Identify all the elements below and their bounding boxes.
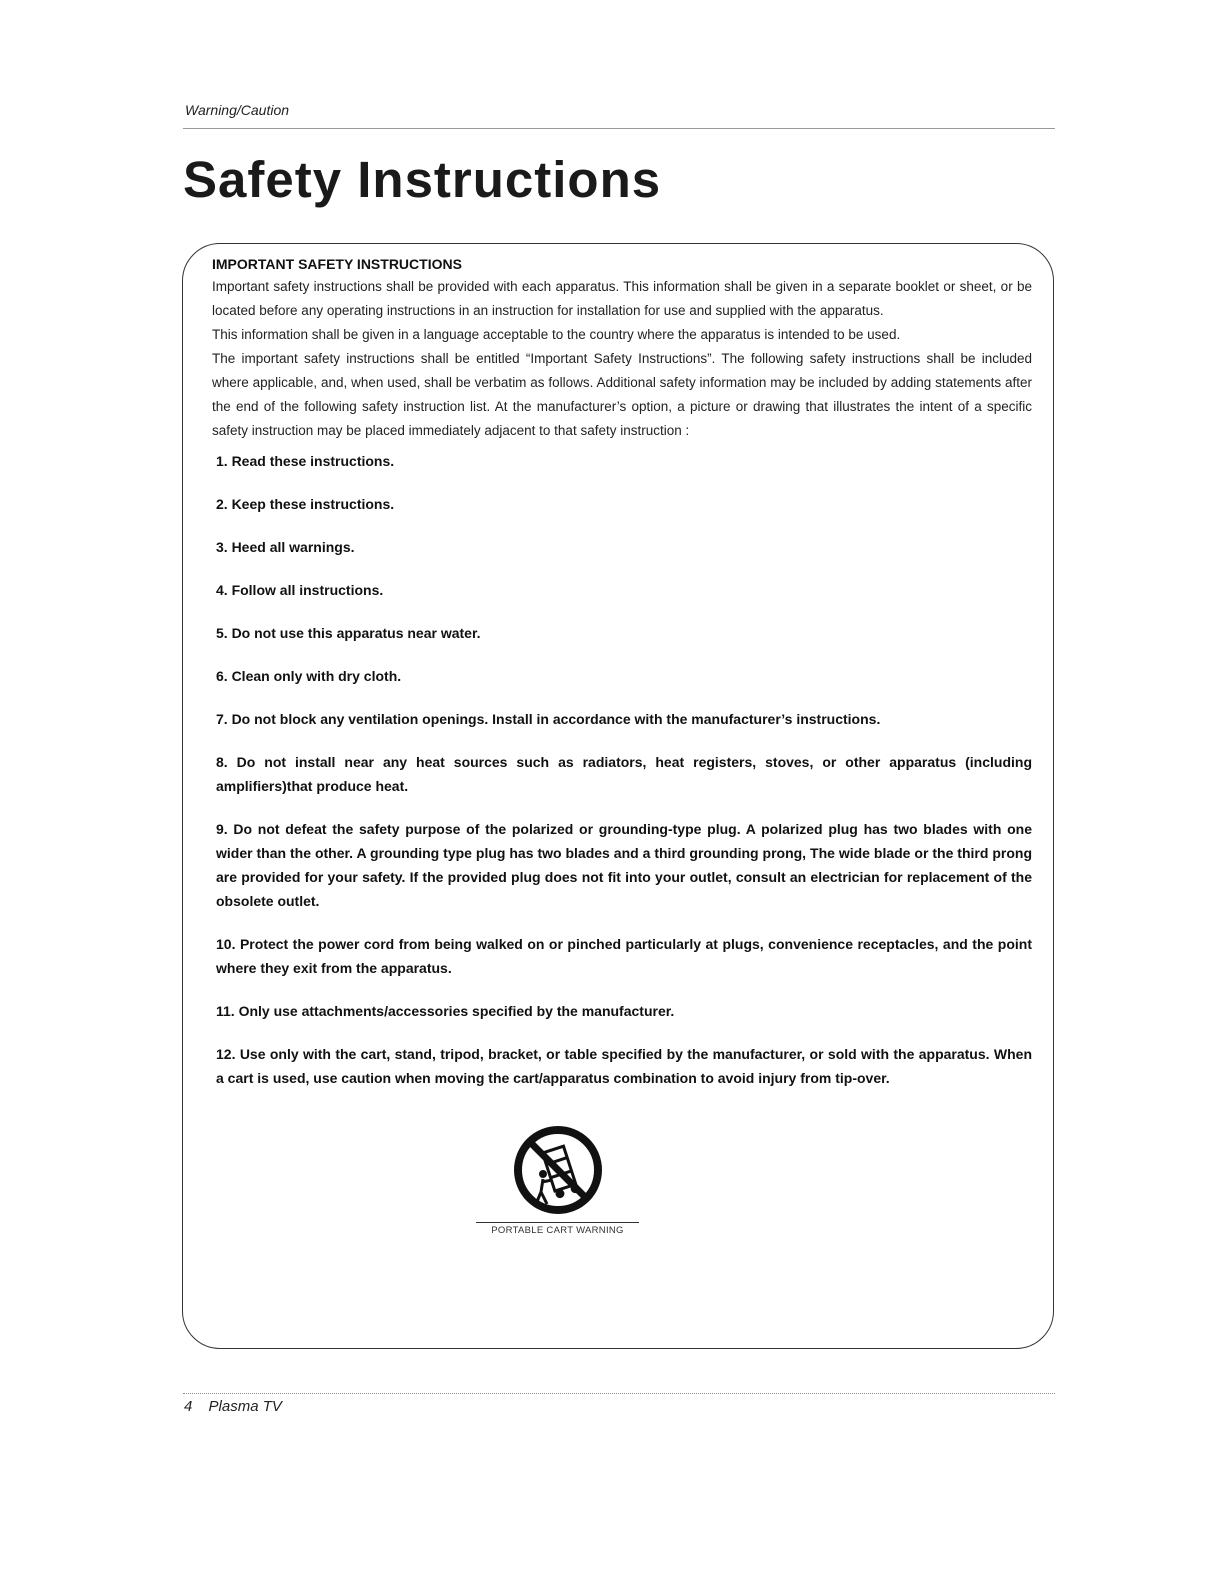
instruction-item: 9. Do not defeat the safety purpose of the polarized or grounding-type plug. A polarized plug has two blades with one wider than the other. A grounding type plug has two blades and a third grounding prong, The wide blade or the third prong are provided for your safety. If the provided plug does not fit into your outlet, consult an electrician for replacement of the obsolete outlet. <box>216 821 1032 909</box>
instruction-item: 7. Do not block any ventilation openings. Install in accordance with the manufacturer’s instructions. <box>216 711 881 727</box>
instructions-content <box>212 253 1032 1109</box>
intro-paragraph: The important safety instructions shall be entitled “Important Safety Instructions”. The following safety instructions shall be included where applicable, and, when used, shall be verbatim as follows. Additional safety information may be included by adding statements after the end of the following safety instruction list. At the manufacturer’s option, a picture or drawing that illustrates the intent of a specific safety instruction may be placed immediately adjacent to that safety instruction : <box>212 351 1032 438</box>
header-divider <box>183 128 1055 129</box>
instruction-list <box>212 449 1032 1090</box>
instruction-item: 2. Keep these instructions. <box>216 496 395 512</box>
instruction-item: 11. Only use attachments/accessories specified by the manufacturer. <box>216 1003 675 1019</box>
instruction-item: 10. Protect the power cord from being walked on or pinched particularly at plugs, convenience receptacles, and the point where they exit from the apparatus. <box>216 936 1032 976</box>
instruction-item: 4. Follow all instructions. <box>216 582 384 598</box>
page-title: Safety Instructions <box>183 151 662 208</box>
portable-cart-warning-icon <box>510 1124 606 1220</box>
instruction-item: 3. Heed all warnings. <box>216 539 355 555</box>
instruction-item: 8. Do not install near any heat sources such as radiators, heat registers, stoves, or other apparatus (including amplifiers)that produce heat. <box>216 754 1032 794</box>
section-label: Warning/Caution <box>185 102 290 118</box>
intro-heading: IMPORTANT SAFETY INSTRUCTIONS <box>212 256 462 272</box>
figure-caption: PORTABLE CART WARNING <box>491 1225 624 1236</box>
product-name: Plasma TV <box>208 1398 282 1415</box>
figure-divider <box>476 1222 639 1223</box>
instruction-item: 12. Use only with the cart, stand, tripod, bracket, or table specified by the manufacturer, or sold with the apparatus. When a cart is used, use caution when moving the cart/apparatus combination to avoid injury from tip-over. <box>216 1046 1032 1086</box>
instruction-item: 1. Read these instructions. <box>216 453 395 469</box>
page-footer <box>184 1398 282 1415</box>
footer-divider <box>183 1393 1055 1394</box>
page-number: 4 <box>184 1398 193 1415</box>
portable-cart-warning-figure <box>476 1124 639 1236</box>
instruction-item: 6. Clean only with dry cloth. <box>216 668 402 684</box>
instruction-item: 5. Do not use this apparatus near water. <box>216 625 481 641</box>
intro-paragraph: This information shall be given in a language acceptable to the country where the apparatus is intended to be used. <box>212 327 901 342</box>
intro-paragraph: Important safety instructions shall be provided with each apparatus. This information shall be given in a separate booklet or sheet, or be located before any operating instructions in an instruction for installation for use and supplied with the apparatus. <box>212 279 1032 318</box>
